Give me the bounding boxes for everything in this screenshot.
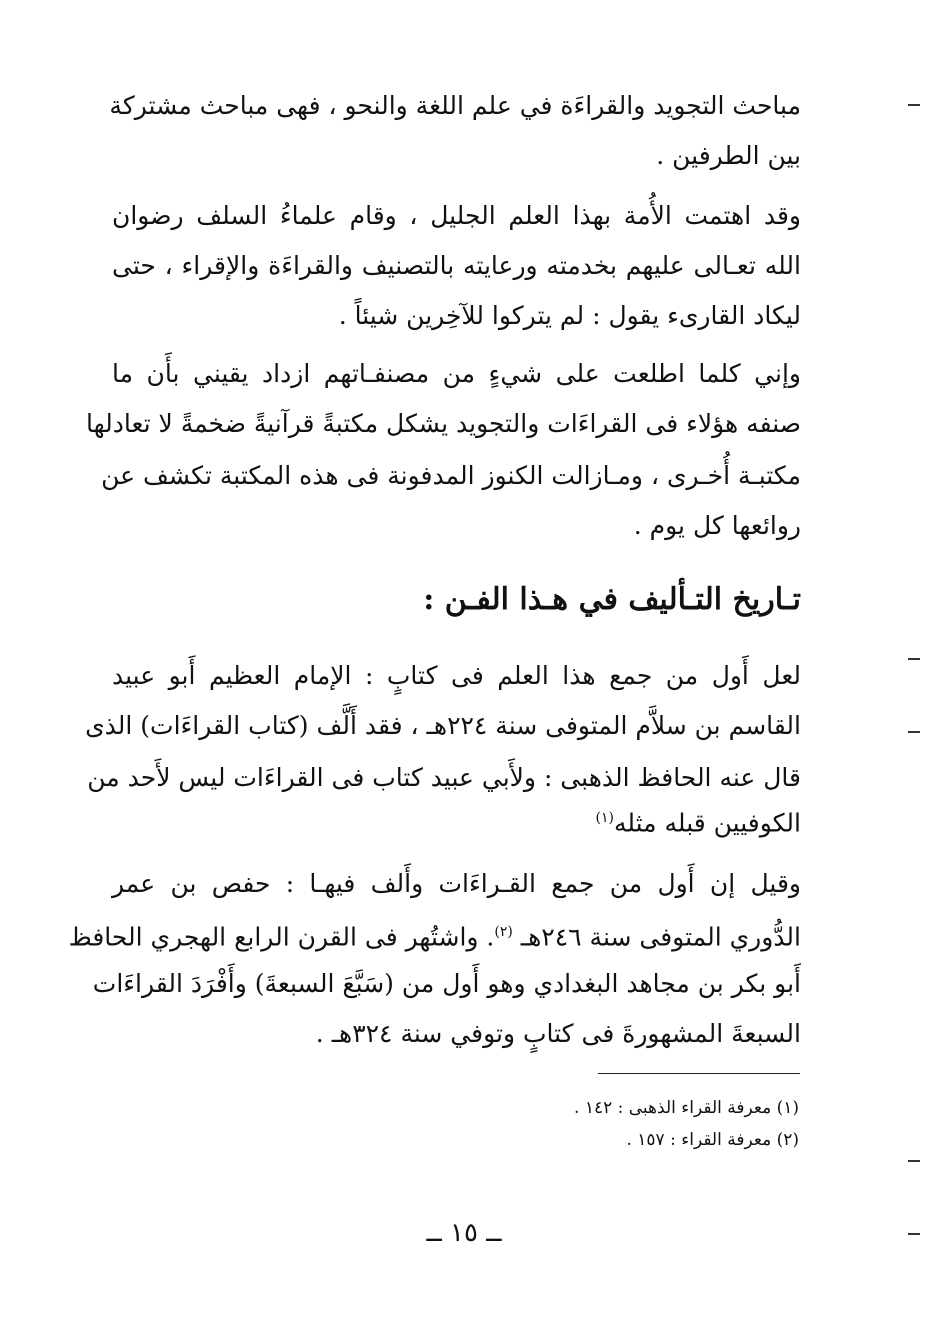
margin-mark [908, 1233, 920, 1235]
text-line: ليكاد القارىء يقول : لم يتركوا للآخِرين شيئاً . [338, 301, 801, 330]
text-line: وإني كلما اطلعت على شيءٍ من مصنفـاتهم ازداد يقيني بأَن ما [112, 359, 801, 388]
section-heading: تـاريخ التـأليف في هـذا الفـن : [423, 582, 801, 617]
margin-mark [908, 731, 920, 733]
text-line: مكتبـة أُخـرى ، ومـازالت الكنوز المدفونة فى هذه المكتبة تكشف عن [101, 461, 801, 490]
text-line: بين الطرفين . [656, 141, 801, 170]
text-fragment: الدُّوري المتوفى سنة ٢٤٦هـ [520, 922, 801, 952]
text-line: أَبو بكر بن مجاهد البغدادي وهو أَول من (سَبَّعَ السبعةَ) وأَفْرَدَ القراءَات [92, 969, 801, 998]
text-line: الله تعـالى عليهم بخدمته ورعايته بالتصنيف والقراءَة والإقراء ، حتى [112, 251, 801, 280]
footnote: (٢) معرفة القراء : ١٥٧ . [626, 1130, 799, 1150]
footnote-divider [598, 1073, 800, 1074]
footnote-ref: (٢) [494, 924, 513, 940]
text-fragment: . واشتُهر فى القرن الرابع الهجري الحافظ [68, 922, 495, 952]
text-line: السبعةَ المشهورةَ فى كتابٍ وتوفي سنة ٣٢٤هـ . [315, 1019, 801, 1048]
text-line: لعل أَول من جمع هذا العلم فى كتابٍ : الإمام العظيم أَبو عبيد [112, 661, 801, 690]
footnote-ref: (١) [595, 810, 614, 826]
text-fragment: الكوفيين قبله مثله [613, 808, 801, 838]
text-line: قال عنه الحافظ الذهبى : ولأَبي عبيد كتاب فى القراءَات ليس لأَحد من [87, 763, 801, 792]
text-line: وقد اهتمت الأُمة بهذا العلم الجليل ، وقام علماءُ السلف رضوان [112, 201, 801, 230]
text-line [68, 912, 801, 952]
margin-mark [908, 1160, 920, 1162]
text-line [595, 798, 801, 838]
margin-mark [908, 104, 920, 106]
text-line: وقيل إن أَول من جمع القـراءَات وأَلف فيهـا : حفص بن عمر [112, 869, 801, 898]
margin-mark [908, 658, 920, 660]
footnote: (١) معرفة القراء الذهبى : ١٤٢ . [574, 1098, 799, 1118]
text-line: مباحث التجويد والقراءَة في علم اللغة والنحو ، فهى مباحث مشتركة [109, 91, 801, 120]
text-line: صنفه هؤلاء فى القراءَات والتجويد يشكل مكتبةً قرآنيةً ضخمةً لا تعادلها [86, 409, 801, 438]
page-number: ــ ١٥ ــ [426, 1218, 502, 1248]
text-line: القاسم بن سلاَّم المتوفى سنة ٢٢٤هـ ، فقد أَلَّف (كتاب القراءَات) الذى [85, 711, 801, 740]
text-line: روائعها كل يوم . [633, 511, 801, 540]
